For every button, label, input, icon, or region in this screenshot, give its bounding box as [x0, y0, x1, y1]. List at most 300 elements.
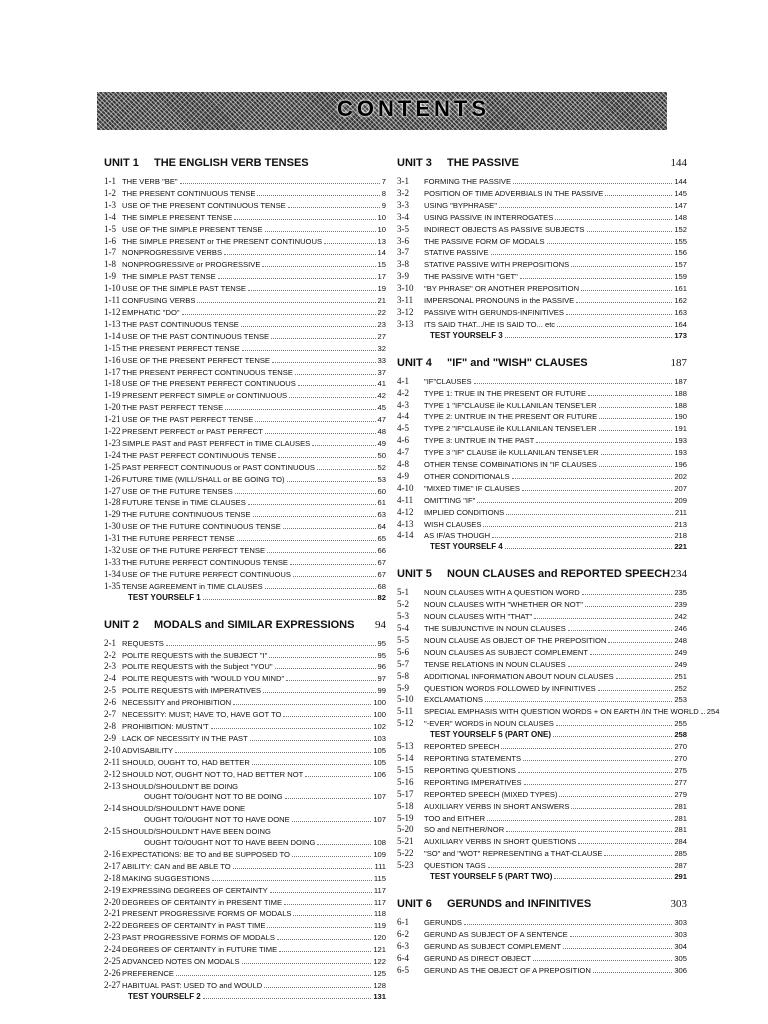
entry-title: THE SIMPLE PAST TENSE: [122, 272, 216, 282]
entry-page: 209: [674, 495, 687, 505]
toc-entry: [397, 259, 687, 271]
dot-leader: [483, 521, 672, 527]
dot-leader: [585, 601, 672, 607]
dot-leader: [555, 214, 672, 220]
entry-title: SHOULD/SHOULDN'T HAVE BEEN DOING: [122, 827, 271, 837]
entry-number: 1-23: [104, 437, 121, 448]
entry-number: 1-33: [104, 557, 121, 567]
entry-page: 109: [373, 849, 386, 859]
entry-title: THE PRESENT CONTINUOUS TENSE: [122, 188, 256, 198]
dot-leader: [599, 425, 673, 431]
entry-title: USE OF THE FUTURE TENSES: [122, 486, 233, 496]
entry-title: AUXILIARY VERBS IN SHORT QUESTIONS: [424, 837, 577, 847]
entry-title: PROHIBITION: MUSTN'T: [122, 721, 209, 731]
entry-number: 5-23: [397, 860, 414, 871]
unit-label: UNIT 2: [104, 618, 139, 631]
entry-number: 1-34: [104, 568, 121, 579]
dot-leader: [257, 190, 379, 196]
entry-number: 4-10: [397, 482, 414, 493]
entry-page: 253: [674, 695, 687, 705]
entry-title: TENSE AGREEMENT in TIME CLAUSES: [122, 581, 263, 591]
entry-title: TEST YOURSELF 5 (PART ONE): [430, 730, 552, 740]
dot-leader: [598, 685, 673, 691]
entry-title: PAST PERFECT CONTINUOUS or PAST CONTINUOUS: [122, 462, 315, 472]
toc-entry: [397, 483, 687, 495]
entry-page: 148: [674, 212, 687, 222]
entry-number: 3-12: [397, 306, 414, 317]
toc-entry: [397, 236, 687, 248]
toc-entry: [104, 745, 386, 757]
dot-leader: [275, 663, 376, 669]
test-yourself-entry: [397, 730, 687, 741]
dot-leader: [534, 613, 672, 619]
unit-title: GERUNDS and INFINITIVES: [447, 897, 592, 910]
toc-entry: [397, 965, 687, 977]
toc-entry: [104, 769, 386, 781]
entry-title: DEGREES OF CERTAINTY in FUTURE TIME: [122, 945, 278, 955]
entry-page: 37: [377, 367, 386, 377]
entry-title: NOUN CLAUSES WITH A QUESTION WORD: [424, 588, 580, 598]
entry-page: 213: [674, 519, 687, 529]
toc-entry: [397, 459, 687, 471]
entry-number: 2-6: [104, 697, 116, 708]
entry-page: 22: [377, 307, 386, 317]
dot-leader: [563, 943, 672, 949]
dot-leader: [285, 793, 372, 799]
entry-page: 48: [377, 427, 386, 437]
entry-page: 218: [674, 531, 687, 541]
entry-page: 19: [377, 284, 386, 294]
dot-leader: [512, 473, 673, 479]
toc-entry: [397, 411, 687, 423]
entry-page: 67: [377, 569, 386, 579]
toc-entry: [104, 897, 386, 909]
entry-number: 2-13: [104, 780, 121, 791]
entry-title: TEST YOURSELF 3: [430, 330, 503, 340]
toc-entry: [397, 753, 687, 765]
entry-number: 1-21: [104, 414, 121, 425]
dot-leader: [234, 214, 375, 220]
dot-leader: [180, 178, 380, 184]
entry-page: 270: [674, 753, 687, 763]
entry-number: 3-2: [397, 187, 409, 198]
toc-entry: [397, 683, 687, 695]
dot-leader: [267, 547, 376, 553]
entry-title: "BY PHRASE" OR ANOTHER PREPOSITION: [424, 284, 580, 294]
entry-title: OUGHT TO/OUGHT NOT TO HAVE DONE: [144, 815, 290, 825]
entry-title: USE OF THE PAST PERFECT TENSE: [122, 415, 254, 425]
entry-title: THE FUTURE PERFECT CONTINUOUS TENSE: [122, 558, 288, 567]
dot-leader: [588, 390, 672, 396]
entry-title: TEST YOURSELF 2: [128, 991, 201, 1001]
entry-page: 61: [377, 498, 386, 508]
entry-title: REPORTED SPEECH (MIXED TYPES): [424, 789, 558, 799]
toc-entry: [104, 980, 386, 992]
entry-number: 2-10: [104, 744, 121, 755]
dot-leader: [547, 238, 673, 244]
entry-page: 193: [674, 436, 687, 446]
entry-page: 159: [674, 272, 687, 282]
dot-leader: [263, 687, 375, 693]
dot-leader: [601, 449, 673, 455]
dot-leader: [599, 413, 672, 419]
dot-leader: [298, 380, 376, 386]
entry-page: 8: [381, 188, 386, 198]
unit-page: 303: [670, 897, 687, 910]
entry-page: 60: [377, 486, 386, 496]
entry-page: 23: [377, 319, 386, 329]
entry-title: DEGREES OF CERTAINTY in PRESENT TIME: [122, 897, 283, 907]
entry-title: USING "BYPHRASE": [424, 200, 497, 210]
entry-title: NOUN CLAUSE AS OBJECT OF THE PREPOSITION: [424, 635, 607, 645]
unit-label: UNIT 3: [397, 157, 432, 169]
entry-number: 6-2: [397, 928, 409, 939]
toc-entry: [104, 462, 386, 474]
contents-banner: [97, 92, 667, 130]
entry-number: 5-1: [397, 587, 409, 598]
toc-entry: [104, 920, 386, 932]
entry-page: 128: [373, 980, 386, 990]
entry-number: 2-12: [104, 768, 121, 779]
entry-number: 6-4: [397, 952, 409, 963]
dot-leader: [248, 499, 376, 505]
entry-number: 5-13: [397, 741, 414, 752]
entry-title: REPORTING IMPERATIVES: [424, 777, 522, 787]
unit-heading: [397, 897, 687, 911]
entry-title: THE SUBJUNCTIVE IN NOUN CLAUSES: [424, 624, 566, 633]
test-yourself-entry: [104, 593, 386, 604]
entry-number: 5-15: [397, 764, 414, 775]
toc-entry: [397, 929, 687, 941]
entry-page: 115: [373, 873, 386, 883]
entry-title: SHOULD, OUGHT TO, HAD BETTER: [122, 757, 250, 767]
dot-leader: [269, 652, 375, 658]
toc-entry: [104, 486, 386, 498]
entry-number: 5-22: [397, 848, 414, 859]
dot-leader: [203, 594, 376, 600]
dot-leader: [278, 452, 375, 458]
toc-entry: [104, 697, 386, 709]
entry-page: 303: [674, 929, 687, 939]
entry-title: USE OF THE FUTURE CONTINUOUS TENSE: [122, 522, 281, 532]
entry-title: CONFUSING VERBS: [122, 296, 196, 306]
entry-title: USE OF THE PAST CONTINUOUS TENSE: [122, 331, 270, 341]
toc-entry: [104, 224, 386, 236]
toc-entry: [397, 247, 687, 259]
entry-number: 4-2: [397, 387, 409, 398]
dot-leader: [571, 803, 672, 809]
entry-title: PRESENT PERFECT or PAST PERFECT: [122, 427, 263, 437]
dot-leader: [295, 369, 376, 375]
entry-number: 5-8: [397, 670, 409, 681]
toc-entry: [397, 587, 687, 599]
entry-page: 279: [674, 789, 687, 799]
entry-title: MAKING SUGGESTIONS: [122, 873, 210, 883]
dot-leader: [616, 673, 673, 679]
entry-number: 1-5: [104, 223, 116, 234]
entry-number: 5-5: [397, 634, 409, 645]
entry-number: 5-6: [397, 646, 409, 657]
entry-page: 131: [373, 991, 386, 1001]
dot-leader: [271, 333, 375, 339]
toc-entry: [397, 400, 687, 412]
entry-title: PRESENT PROGRESSIVE FORMS OF MODALS: [122, 909, 292, 919]
entry-number: 2-14: [104, 803, 121, 814]
entry-title: SIMPLE PAST and PAST PERFECT in TIME CLAUSES: [122, 438, 311, 448]
dot-leader: [317, 839, 371, 845]
dot-leader: [267, 922, 371, 928]
entry-title: THE PAST PERFECT TENSE: [122, 403, 224, 413]
entry-page: 68: [377, 581, 386, 591]
entry-number: 2-4: [104, 673, 116, 684]
entry-number: 2-5: [104, 685, 116, 696]
entry-title: EXPRESSING DEGREES OF CERTAINTY: [122, 885, 268, 895]
entry-title: OUGHT TO/OUGHT NOT TO BE DOING: [144, 792, 283, 802]
toc-entry: [104, 343, 386, 355]
dot-leader: [265, 226, 376, 232]
entry-page: 162: [674, 296, 687, 306]
entry-number: 1-2: [104, 187, 116, 198]
dot-leader: [233, 699, 371, 705]
entry-title: POLITE REQUESTS with "WOULD YOU MIND": [122, 674, 285, 684]
entry-number: 1-16: [104, 354, 121, 365]
toc-entry: [104, 968, 386, 980]
toc-entry: [104, 545, 386, 557]
toc-entry: [397, 295, 687, 307]
entry-title: SPECIAL EMPHASIS WITH QUESTION WORDS + ON EARTH /IN THE WORLD: [424, 707, 699, 717]
entry-number: 1-3: [104, 199, 116, 210]
entry-page: 50: [377, 450, 386, 460]
toc-entry: [104, 908, 386, 920]
entry-title: USE OF THE PRESENT CONTINUOUS TENSE: [122, 200, 286, 210]
entry-page: 10: [377, 224, 386, 234]
entry-number: 1-28: [104, 497, 121, 508]
toc-entry: [397, 224, 687, 236]
dot-leader: [505, 543, 673, 549]
unit-heading: [397, 356, 687, 370]
entry-title: NECESSITY and PROHIBITION: [122, 698, 232, 708]
entry-number: 1-24: [104, 449, 121, 460]
dot-leader: [284, 899, 372, 905]
dot-leader: [279, 946, 371, 952]
entry-page: 277: [674, 777, 687, 787]
entry-number: 2-7: [104, 709, 116, 720]
dot-leader: [536, 437, 672, 443]
entry-number: 5-9: [397, 682, 409, 693]
entry-title: ABILITY: CAN and BE ABLE TO: [122, 861, 231, 871]
toc-entry: [104, 721, 386, 733]
entry-page: 275: [674, 765, 687, 775]
toc-entry: [104, 331, 386, 343]
dot-leader: [571, 261, 672, 267]
entry-page: 304: [674, 941, 687, 951]
entry-page: 285: [674, 849, 687, 859]
entry-page: 248: [674, 635, 687, 645]
entry-title: REQUESTS: [122, 638, 164, 648]
entry-number: 2-19: [104, 884, 121, 895]
entry-title: SHOULD NOT, OUGHT NOT TO, HAD BETTER NOT: [122, 769, 304, 779]
entry-number: 1-6: [104, 235, 116, 246]
entry-number: 4-9: [397, 470, 409, 481]
dot-leader: [701, 708, 705, 714]
unit-title: THE PASSIVE: [447, 157, 519, 169]
entry-title: TEST YOURSELF 1: [128, 592, 201, 602]
entry-page: 157: [674, 260, 687, 270]
entry-page: 221: [674, 542, 687, 552]
entry-number: 3-7: [397, 247, 409, 258]
unit-page: 94: [375, 618, 386, 631]
entry-number: 1-32: [104, 545, 121, 556]
entry-title: DEGREES OF CERTAINTY in PAST TIME: [122, 921, 266, 931]
toc-entry: [104, 533, 386, 545]
entry-title: GERUND AS THE OBJECT OF A PREPOSITION: [424, 965, 591, 975]
entry-number: 1-27: [104, 485, 121, 496]
dot-leader: [272, 357, 376, 363]
entry-number: 3-1: [397, 176, 409, 186]
toc-entry: [104, 673, 386, 685]
unit-label: UNIT 5: [397, 568, 432, 581]
entry-number: 5-14: [397, 752, 414, 763]
entry-number: 2-9: [104, 732, 116, 743]
toc-entry: [397, 376, 687, 388]
toc-entry: [397, 694, 687, 706]
entry-page: 107: [373, 792, 386, 802]
unit-gap: [397, 553, 687, 561]
dot-leader: [312, 440, 375, 446]
entry-number: 1-19: [104, 390, 121, 401]
entry-title: USING PASSIVE IN INTERROGATES: [424, 212, 554, 222]
toc-entry: [104, 402, 386, 414]
entry-page: 187: [674, 376, 687, 386]
dot-leader: [293, 571, 376, 577]
entry-page: 9: [381, 200, 386, 210]
toc-entry: [397, 777, 687, 789]
toc-entry: [397, 848, 687, 860]
entry-number: 1-18: [104, 378, 121, 389]
dot-leader: [293, 910, 371, 916]
entry-number: 3-4: [397, 211, 409, 222]
toc-entry: [397, 471, 687, 483]
dot-leader: [582, 589, 673, 595]
entry-title: NONPROGRESSIVE VERBS: [122, 248, 223, 258]
dot-leader: [604, 850, 672, 856]
entry-number: 4-6: [397, 435, 409, 446]
entry-number: 1-11: [104, 295, 121, 306]
entry-page: 47: [377, 415, 386, 425]
entry-page: 303: [674, 917, 687, 927]
entry-page: 305: [674, 953, 687, 963]
entry-page: 99: [377, 686, 386, 696]
dot-leader: [237, 535, 376, 541]
unit-heading: [104, 618, 386, 632]
toc-entry: [397, 741, 687, 753]
entry-number: 1-29: [104, 509, 121, 520]
entry-number: 5-4: [397, 623, 409, 633]
entry-page: 125: [373, 969, 386, 978]
dot-leader: [324, 238, 376, 244]
entry-title: POSITION OF TIME ADVERBIALS IN THE PASSIVE: [424, 188, 604, 198]
dot-leader: [252, 759, 371, 765]
toc-entry: [104, 474, 386, 486]
entry-title: TYPE 2 "IF"CLAUSE ile KULLANILAN TENSE'LER: [424, 424, 597, 434]
dot-leader: [253, 511, 376, 517]
entry-page: 188: [674, 388, 687, 398]
test-yourself-entry: [397, 542, 687, 553]
entry-page: 306: [674, 965, 687, 975]
entry-page: 97: [377, 674, 386, 684]
toc-entry: [104, 426, 386, 438]
toc-entry: [104, 650, 386, 662]
entry-page: 147: [674, 200, 687, 210]
dot-leader: [513, 178, 672, 184]
entry-title: TENSE RELATIONS IN NOUN CLAUSES: [424, 659, 566, 669]
dot-leader: [175, 747, 371, 753]
toc-entry: [104, 932, 386, 944]
entry-page: 42: [377, 391, 386, 401]
entry-number: 3-8: [397, 259, 409, 270]
entry-title: REPORTING QUESTIONS: [424, 765, 516, 775]
dot-leader: [211, 723, 372, 729]
entry-number: 1-15: [104, 342, 121, 353]
toc-entry: [397, 813, 687, 825]
entry-page: 117: [373, 897, 386, 907]
entry-title: EXPECTATIONS: BE TO and BE SUPPOSED TO: [122, 849, 290, 859]
entry-page: 14: [377, 248, 386, 258]
entry-number: 2-1: [104, 637, 116, 648]
entry-title: THE FUTURE PERFECT TENSE: [122, 534, 235, 544]
entry-title: REPORTING STATEMENTS: [424, 753, 522, 763]
entry-number: 3-10: [397, 283, 414, 294]
entry-title: TYPE 3: UNTRUE IN THE PAST: [424, 436, 535, 446]
toc-entry: [104, 390, 386, 402]
entry-title: NECESSITY: MUST; HAVE TO, HAVE GOT TO: [122, 710, 282, 720]
entry-page: 118: [373, 909, 386, 919]
dot-leader: [522, 485, 672, 491]
entry-title: THE VERB "BE": [122, 177, 178, 186]
entry-number: 1-22: [104, 426, 121, 437]
entry-title: NOUN CLAUSES WITH "WHETHER OR NOT": [424, 600, 583, 610]
entry-number: 2-21: [104, 908, 121, 919]
entry-title: AUXILIARY VERBS IN SHORT ANSWERS: [424, 801, 570, 811]
toc-entry: [104, 247, 386, 259]
dot-leader: [224, 249, 376, 255]
entry-page: 63: [377, 510, 386, 520]
entry-number: 5-16: [397, 776, 414, 787]
dot-leader: [262, 261, 375, 267]
entry-page: 32: [377, 343, 386, 353]
entry-title: ADVISABILITY: [122, 745, 174, 755]
entry-page: 96: [377, 662, 386, 672]
entry-number: 5-20: [397, 824, 414, 835]
entry-number: 2-3: [104, 661, 116, 672]
dot-leader: [487, 815, 672, 821]
entry-page: 287: [674, 861, 687, 871]
entry-number: 1-25: [104, 461, 121, 472]
entry-title: THE SIMPLE PRESENT or THE PRESENT CONTINUOUS: [122, 236, 323, 246]
dot-leader: [608, 637, 672, 643]
toc-entry: [104, 355, 386, 367]
toc-entry: [104, 438, 386, 450]
dot-leader: [505, 332, 673, 338]
entry-page: 193: [674, 448, 687, 458]
entry-number: 1-13: [104, 318, 121, 329]
entry-number: 3-3: [397, 199, 409, 210]
entry-page: 105: [373, 745, 386, 755]
dot-leader: [241, 321, 376, 327]
toc-entry: [104, 661, 386, 673]
dot-leader: [176, 970, 371, 976]
entry-title: EMPHATIC "DO": [122, 307, 180, 317]
